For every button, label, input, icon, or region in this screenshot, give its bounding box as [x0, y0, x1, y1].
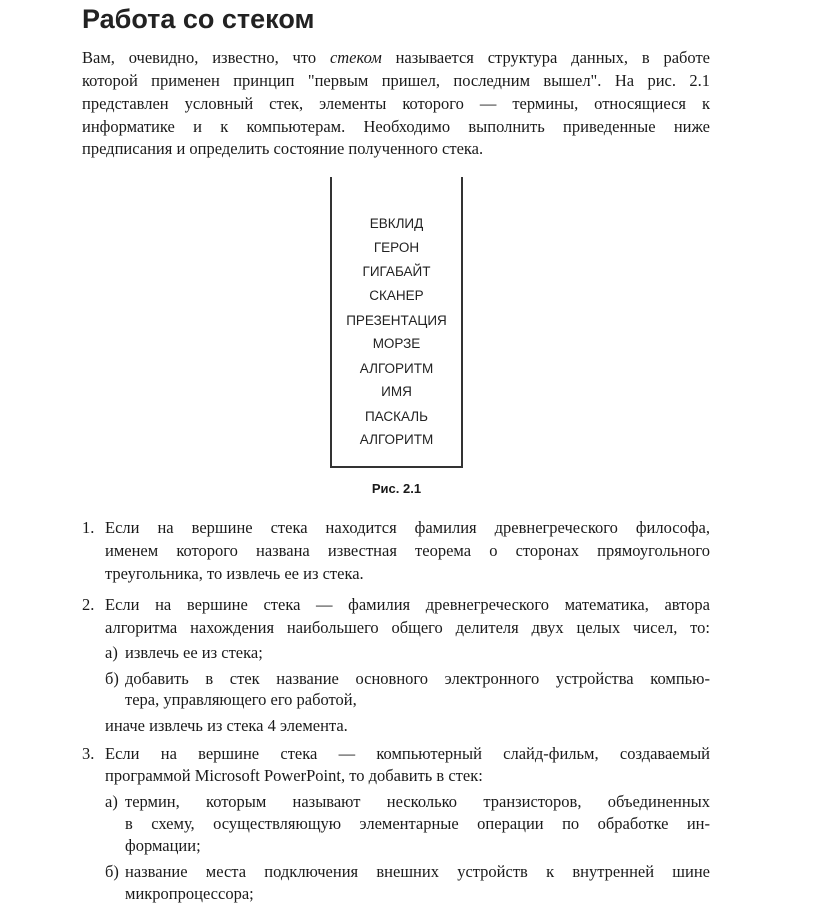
stack-item: ИМЯ: [381, 384, 412, 399]
sub-label: а): [105, 643, 118, 662]
intro-line: информатике и к компьютерам. Необходимо выполнить приведенные ниже: [82, 117, 710, 136]
stack-item: АЛГОРИТМ: [359, 432, 434, 447]
figure-caption: Рис. 2.1: [371, 481, 422, 496]
list-line: в схему, осуществляющую элементарные операции по обработке ин-: [125, 814, 710, 833]
list-line: Если на вершине стека находится фамилия древнегреческого философа,: [105, 518, 710, 537]
stack-item: ЕВКЛИД: [369, 216, 424, 231]
list-line: именем которого названа известная теорема о сторонах прямоугольного: [105, 541, 710, 560]
stack-item: ГИГАБАЙТ: [362, 264, 431, 279]
list-line: Если на вершине стека — фамилия древнегреческого математика, автора: [105, 595, 710, 614]
list-line: название места подключения внешних устройств к внутренней шине: [125, 862, 710, 881]
intro-line: представлен условный стек, элементы которого — термины, относящиеся к: [82, 94, 710, 113]
stack-item: МОРЗЕ: [372, 336, 421, 351]
sub-label: а): [105, 792, 118, 811]
section-title: Работа со стеком: [82, 4, 315, 34]
list-number: 2.: [82, 595, 95, 614]
list-line: формации;: [125, 836, 201, 855]
list-number: 3.: [82, 744, 95, 763]
list-line: тера, управляющего его работой,: [125, 690, 357, 709]
stack-item: ПАСКАЛЬ: [364, 409, 429, 424]
list-line: треугольника, то извлечь ее из стека.: [105, 564, 364, 583]
stack-item: ГЕРОН: [373, 240, 420, 255]
list-line: термин, которым называют несколько транзисторов, объединенных: [125, 792, 710, 811]
stack-figure: [330, 177, 463, 468]
stack-item: АЛГОРИТМ: [359, 361, 434, 376]
list-line: извлечь ее из стека;: [125, 643, 263, 662]
list-line: иначе извлечь из стека 4 элемента.: [105, 716, 348, 735]
text: называется структура данных, в работе: [381, 48, 710, 67]
emphasis-term: стеком: [329, 48, 382, 67]
list-line: программой Microsoft PowerPoint, то добавить в стек:: [105, 766, 483, 785]
list-line: микропроцессора;: [125, 884, 254, 903]
sub-label: б): [105, 669, 119, 688]
intro-line: [82, 48, 710, 68]
intro-line: предписания и определить состояние полученного стека.: [82, 139, 484, 158]
list-line: добавить в стек название основного электронного устройства компью-: [125, 669, 710, 688]
text: Вам, очевидно, известно, что: [82, 48, 330, 67]
stack-item: СКАНЕР: [369, 288, 424, 303]
stack-item: ПРЕЗЕНТАЦИЯ: [346, 313, 447, 328]
intro-line: которой применен принцип "первым пришел, последним вышел". На рис. 2.1: [82, 71, 710, 90]
list-line: алгоритма нахождения наибольшего общего делителя двух целых чисел, то:: [105, 618, 710, 637]
list-line: Если на вершине стека — компьютерный слайд-фильм, создаваемый: [105, 744, 710, 763]
list-number: 1.: [82, 518, 95, 537]
sub-label: б): [105, 862, 119, 881]
